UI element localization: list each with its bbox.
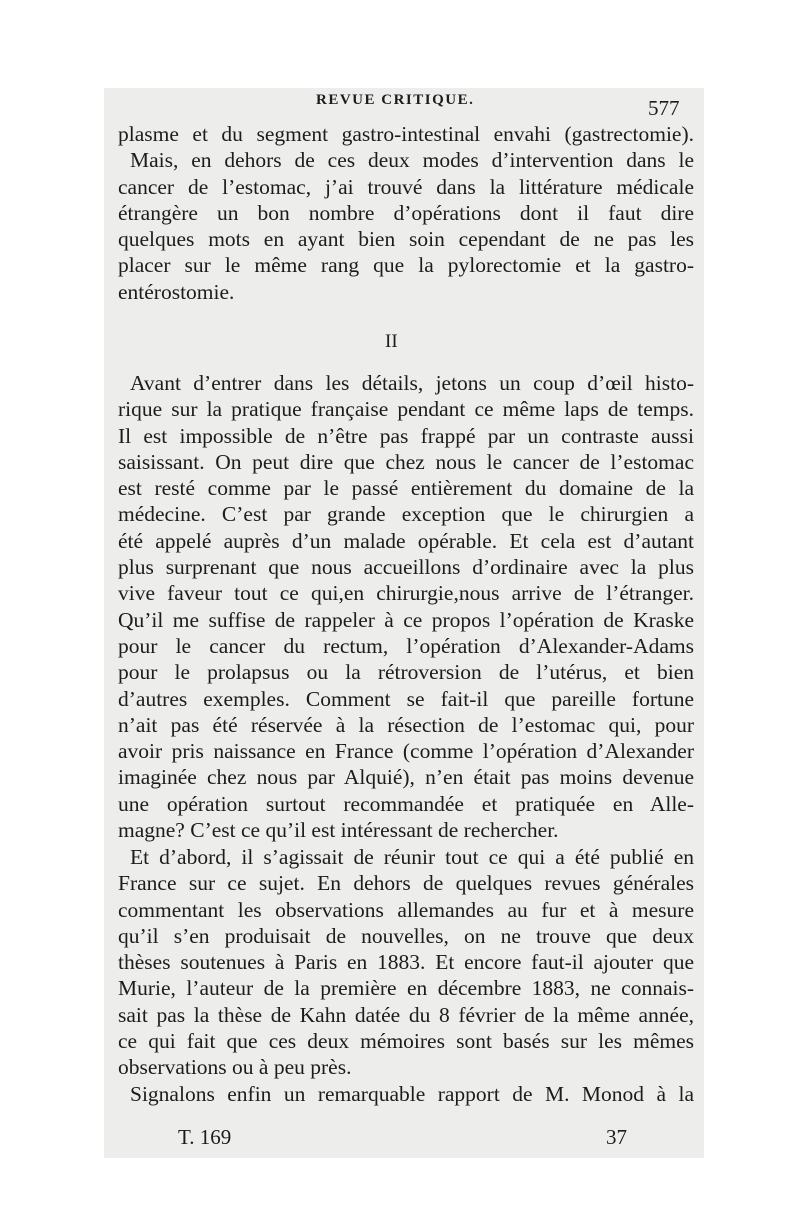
text-line: France sur ce sujet. En dehors de quelques revues générales <box>118 871 694 896</box>
text-line: Il est impossible de n’être pas frappé par un contraste aussi <box>118 423 694 448</box>
text-line: Avant d’entrer dans les détails, jetons un coup d’œil histo- <box>130 371 694 395</box>
running-head: REVUE CRITIQUE. <box>316 92 475 108</box>
text-line: thèses soutenues à Paris en 1883. Et encore faut-il ajouter que <box>118 950 694 975</box>
text-line: Murie, l’auteur de la première en décembre 1883, ne connais- <box>118 976 694 1001</box>
text-line: est resté comme par le passé entièrement du domaine de la <box>118 476 694 501</box>
text-line: pour le prolapsus ou la rétroversion de l’utérus, et bien <box>118 660 694 685</box>
text-line: avoir pris naissance en France (comme l’opération d’Alexander <box>118 739 694 764</box>
text-line: étrangère un bon nombre d’opérations dont il faut dire <box>118 200 694 225</box>
text-line: Et d’abord, il s’agissait de réunir tout ce qui a été publié en <box>130 845 694 869</box>
text-line: entérostomie. <box>118 279 235 304</box>
text-line: observations ou à peu près. <box>118 1055 352 1080</box>
text-line: n’ait pas été réservée à la résection de l’estomac qui, pour <box>118 712 694 737</box>
text-line: une opération surtout recommandée et pratiquée en Alle- <box>118 791 694 816</box>
text-line: cancer de l’estomac, j’ai trouvé dans la littérature médicale <box>118 174 694 199</box>
page-number: 577 <box>648 96 680 120</box>
paragraph-sources <box>118 844 694 1081</box>
text-line: Mais, en dehors de ces deux modes d’intervention dans le <box>130 148 694 173</box>
paragraph-intro <box>118 121 694 305</box>
paragraph-closing <box>118 1081 694 1107</box>
paragraph-history <box>118 370 694 843</box>
sheet-number: 37 <box>606 1125 627 1149</box>
text-line: magne? C’est ce qu’il est intéressant de rechercher. <box>118 818 559 843</box>
signature-mark: T. 169 <box>178 1125 232 1149</box>
text-line: rique sur la pratique française pendant ce même laps de temps. <box>118 397 694 422</box>
text-line: vive faveur tout ce qui,en chirurgie,nous arrive de l’étranger. <box>118 581 694 606</box>
text-line: Signalons enfin un remarquable rapport de M. Monod à la <box>130 1082 694 1106</box>
text-line: saisissant. On peut dire que chez nous le cancer de l’estomac <box>118 449 694 474</box>
section-heading: II <box>385 331 398 352</box>
text-line: été appelé auprès d’un malade opérable. Et cela est d’autant <box>118 528 694 553</box>
text-line: d’autres exemples. Comment se fait-il que pareille fortune <box>118 686 694 711</box>
text-line: commentant les observations allemandes au fur et à mesure <box>118 897 694 922</box>
text-line: qu’il s’en produisait de nouvelles, on ne trouve que deux <box>118 923 694 948</box>
text-line: imaginée chez nous par Alquié), n’en était pas moins devenue <box>118 765 694 790</box>
text-line: ce qui fait que ces deux mémoires sont basés sur les mêmes <box>118 1029 694 1054</box>
text-line: plus surprenant que nous accueillons d’ordinaire avec la plus <box>118 555 694 580</box>
text-line: médecine. C’est par grande exception que le chirurgien a <box>118 502 694 527</box>
text-line: quelques mots en ayant bien soin cependant de ne pas les <box>118 227 694 252</box>
text-line: placer sur le même rang que la pylorectomie et la gastro- <box>118 253 694 278</box>
text-line: pour le cancer du rectum, l’opération d’Alexander-Adams <box>118 633 694 658</box>
text-line: sait pas la thèse de Kahn datée du 8 février de la même année, <box>118 1002 694 1027</box>
text-line: plasme et du segment gastro-intestinal envahi (gastrectomie). <box>118 122 694 146</box>
text-line: Qu’il me suffise de rappeler à ce propos l’opération de Kraske <box>118 607 694 632</box>
